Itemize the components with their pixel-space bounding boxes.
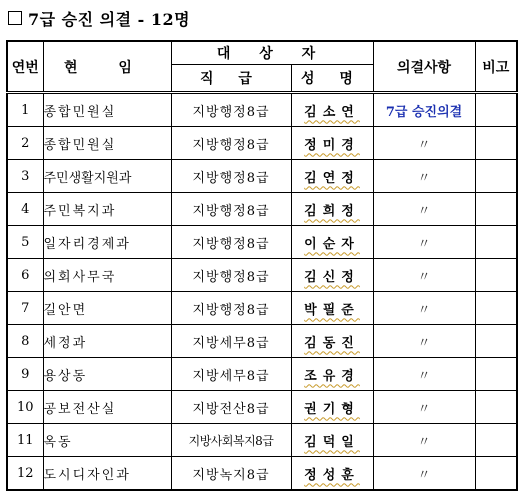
row-grade: 지방행정8급 (171, 226, 291, 259)
header-grade: 직 급 (171, 65, 291, 93)
row-remarks (475, 325, 517, 358)
row-grade: 지방행정8급 (171, 193, 291, 226)
row-name: 이순자 (291, 226, 373, 259)
row-grade: 지방세무8급 (171, 358, 291, 391)
row-grade: 지방행정8급 (171, 127, 291, 160)
header-no: 연번 (7, 41, 43, 93)
row-decision: 〃 (373, 358, 475, 391)
row-number: 5 (7, 226, 43, 259)
table-row (7, 292, 517, 325)
row-name: 권기형 (291, 391, 373, 424)
row-decision: 〃 (373, 457, 475, 491)
row-decision: 〃 (373, 292, 475, 325)
table-row (7, 424, 517, 457)
row-decision: 〃 (373, 325, 475, 358)
row-name: 정미경 (291, 127, 373, 160)
row-number: 7 (7, 292, 43, 325)
row-number: 9 (7, 358, 43, 391)
row-department: 주민복지과 (43, 193, 171, 226)
row-decision: 7급 승진의결 (373, 93, 475, 127)
table-row (7, 193, 517, 226)
table-row (7, 259, 517, 292)
row-number: 11 (7, 424, 43, 457)
row-department: 종합민원실 (43, 127, 171, 160)
row-remarks (475, 358, 517, 391)
table-row (7, 93, 517, 127)
header-current-post: 현 임 (43, 41, 171, 93)
page-heading (8, 6, 190, 30)
table-row (7, 160, 517, 193)
table-row (7, 457, 517, 491)
row-name: 김소연 (291, 93, 373, 127)
row-grade: 지방전산8급 (171, 391, 291, 424)
row-number: 4 (7, 193, 43, 226)
row-department: 의회사무국 (43, 259, 171, 292)
row-number: 6 (7, 259, 43, 292)
row-decision: 〃 (373, 424, 475, 457)
table-row (7, 391, 517, 424)
row-remarks (475, 93, 517, 127)
row-name: 김동진 (291, 325, 373, 358)
header-remarks: 비고 (475, 41, 517, 93)
row-name: 조유경 (291, 358, 373, 391)
row-department: 일자리경제과 (43, 226, 171, 259)
row-decision: 〃 (373, 160, 475, 193)
row-department: 도시디자인과 (43, 457, 171, 491)
row-remarks (475, 127, 517, 160)
page-title: 7급 승진 의결 - 12명 (28, 9, 191, 29)
row-grade: 지방행정8급 (171, 259, 291, 292)
row-decision: 〃 (373, 226, 475, 259)
row-remarks (475, 292, 517, 325)
row-decision: 〃 (373, 193, 475, 226)
row-remarks (475, 193, 517, 226)
row-grade: 지방행정8급 (171, 292, 291, 325)
table-row (7, 325, 517, 358)
row-number: 10 (7, 391, 43, 424)
header-name: 성 명 (291, 65, 373, 93)
row-decision: 〃 (373, 259, 475, 292)
row-department: 공보전산실 (43, 391, 171, 424)
row-decision: 〃 (373, 127, 475, 160)
row-name: 정성훈 (291, 457, 373, 491)
row-name: 김신정 (291, 259, 373, 292)
row-grade: 지방사회복지8급 (171, 424, 291, 457)
row-number: 1 (7, 93, 43, 127)
checkbox-icon (8, 11, 22, 25)
row-remarks (475, 160, 517, 193)
row-number: 2 (7, 127, 43, 160)
row-remarks (475, 226, 517, 259)
row-grade: 지방세무8급 (171, 325, 291, 358)
table-row (7, 127, 517, 160)
row-department: 주민생활지원과 (43, 160, 171, 193)
row-number: 12 (7, 457, 43, 491)
row-department: 용상동 (43, 358, 171, 391)
header-target: 대 상 자 (171, 41, 373, 65)
table-row (7, 226, 517, 259)
row-name: 김덕일 (291, 424, 373, 457)
row-name: 김연정 (291, 160, 373, 193)
row-remarks (475, 457, 517, 491)
row-number: 8 (7, 325, 43, 358)
row-decision: 〃 (373, 391, 475, 424)
row-name: 김희정 (291, 193, 373, 226)
row-name: 박필준 (291, 292, 373, 325)
row-grade: 지방행정8급 (171, 93, 291, 127)
table-row (7, 358, 517, 391)
row-grade: 지방녹지8급 (171, 457, 291, 491)
row-department: 옥동 (43, 424, 171, 457)
row-remarks (475, 259, 517, 292)
promotion-table (6, 40, 518, 491)
row-number: 3 (7, 160, 43, 193)
row-department: 종합민원실 (43, 93, 171, 127)
row-remarks (475, 424, 517, 457)
row-department: 길안면 (43, 292, 171, 325)
row-remarks (475, 391, 517, 424)
row-department: 세정과 (43, 325, 171, 358)
row-grade: 지방행정8급 (171, 160, 291, 193)
header-decision: 의결사항 (373, 41, 475, 93)
